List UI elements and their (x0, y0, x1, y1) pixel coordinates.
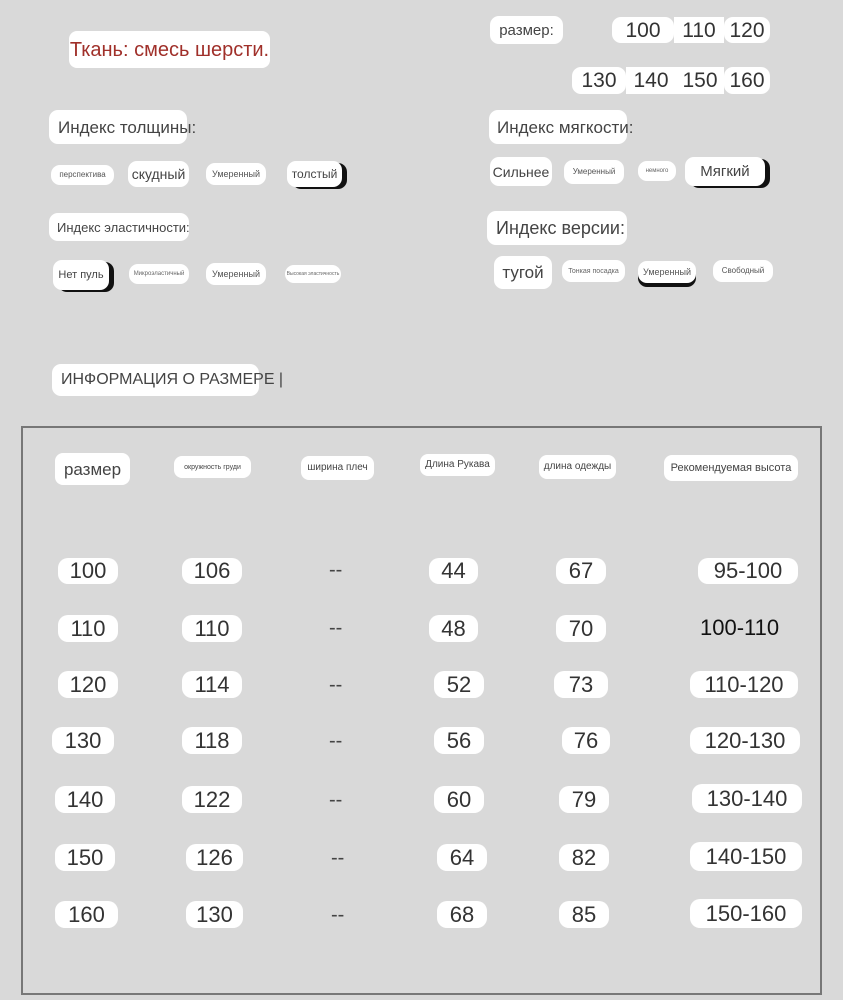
table-cell-sleeve: 60 (434, 786, 484, 813)
table-cell-height: 140-150 (690, 842, 802, 871)
table-cell-height: 130-140 (692, 784, 802, 813)
table-cell-length: 82 (559, 844, 609, 871)
table-cell-sleeve: 44 (429, 558, 478, 584)
table-cell-chest: 122 (182, 786, 242, 813)
size-chip-160: 160 (724, 67, 770, 94)
table-cell-length: 76 (562, 727, 610, 754)
table-cell-length: 79 (559, 786, 609, 813)
size-info-title: ИНФОРМАЦИЯ О РАЗМЕРЕ | (52, 364, 259, 396)
table-cell-chest: 114 (182, 671, 242, 698)
elasticity-option-none: Нет пуль (53, 260, 109, 290)
header-size: размер (55, 453, 130, 485)
table-cell-sleeve: 64 (437, 844, 487, 871)
table-cell-sleeve: 52 (434, 671, 484, 698)
table-cell-size: 140 (55, 786, 115, 813)
table-cell-size: 130 (52, 727, 114, 754)
size-chip-100: 100 (612, 17, 674, 43)
table-cell-sleeve: 48 (429, 615, 478, 642)
size-chip-140: 140 (626, 67, 676, 94)
size-chip-150: 150 (676, 67, 724, 94)
version-option-loose: Свободный (713, 260, 773, 282)
table-cell-size: 160 (55, 901, 118, 928)
table-cell-length: 70 (556, 615, 606, 642)
version-option-slim: Тонкая посадка (562, 260, 625, 282)
table-cell-sleeve: 56 (434, 727, 484, 754)
size-label: размер: (490, 16, 563, 44)
elasticity-title: Индекс эластичности: (49, 213, 189, 241)
table-cell-length: 73 (554, 671, 608, 698)
thickness-option-moderate: Умеренный (206, 163, 266, 185)
table-cell-chest: 118 (182, 727, 242, 754)
table-cell-shoulder: -- (329, 674, 343, 696)
table-cell-shoulder: -- (329, 789, 343, 811)
size-chip-120: 120 (724, 17, 770, 43)
version-option-tight: тугой (494, 256, 552, 289)
thickness-option-thick: толстый (287, 161, 342, 187)
table-cell-size: 150 (55, 844, 115, 871)
elasticity-option-high: Высокая эластичность (285, 265, 341, 283)
thickness-option-meager: скудный (128, 161, 189, 187)
table-cell-shoulder: -- (329, 559, 343, 581)
header-chest: окружность груди (174, 456, 251, 478)
table-cell-shoulder: -- (331, 904, 345, 926)
thickness-title: Индекс толщины: (49, 110, 187, 144)
table-cell-sleeve: 68 (437, 901, 487, 928)
table-cell-height: 120-130 (690, 727, 800, 754)
version-option-moderate: Умеренный (638, 261, 696, 283)
header-garment-length: длина одежды (539, 455, 616, 479)
table-cell-chest: 106 (182, 558, 242, 584)
table-cell-height: 100-110 (700, 615, 780, 640)
thickness-option-perspective: перспектива (51, 165, 114, 185)
table-cell-chest: 110 (182, 615, 242, 642)
table-cell-size: 100 (58, 558, 118, 584)
fabric-label: Ткань: смесь шерсти. (69, 31, 270, 68)
table-cell-height: 95-100 (698, 558, 798, 584)
table-cell-shoulder: -- (329, 730, 343, 752)
softness-option-moderate: Умеренный (564, 160, 624, 184)
table-cell-height: 150-160 (690, 899, 802, 928)
softness-option-soft: Мягкий (685, 157, 765, 186)
elasticity-option-micro: Микроэластичный (129, 264, 189, 284)
version-title: Индекс версии: (487, 211, 627, 245)
table-cell-shoulder: -- (329, 617, 343, 639)
header-recommended-height: Рекомендуемая высота (664, 455, 798, 481)
elasticity-option-moderate: Умеренный (206, 263, 266, 285)
table-cell-length: 85 (559, 901, 609, 928)
table-cell-size: 110 (58, 615, 118, 642)
table-cell-shoulder: -- (331, 847, 345, 869)
header-sleeve: Длина Рукава (420, 454, 495, 476)
header-shoulder: ширина плеч (301, 456, 374, 480)
size-chip-130: 130 (572, 67, 626, 94)
table-cell-chest: 126 (186, 844, 243, 871)
table-cell-size: 120 (58, 671, 118, 698)
softness-option-slightly: немного (638, 161, 676, 181)
table-cell-chest: 130 (186, 901, 243, 928)
softness-option-stronger: Сильнее (490, 157, 552, 186)
table-cell-length: 67 (556, 558, 606, 584)
table-cell-height: 110-120 (690, 671, 798, 698)
size-chip-110: 110 (674, 17, 724, 43)
softness-title: Индекс мягкости: (489, 110, 627, 144)
